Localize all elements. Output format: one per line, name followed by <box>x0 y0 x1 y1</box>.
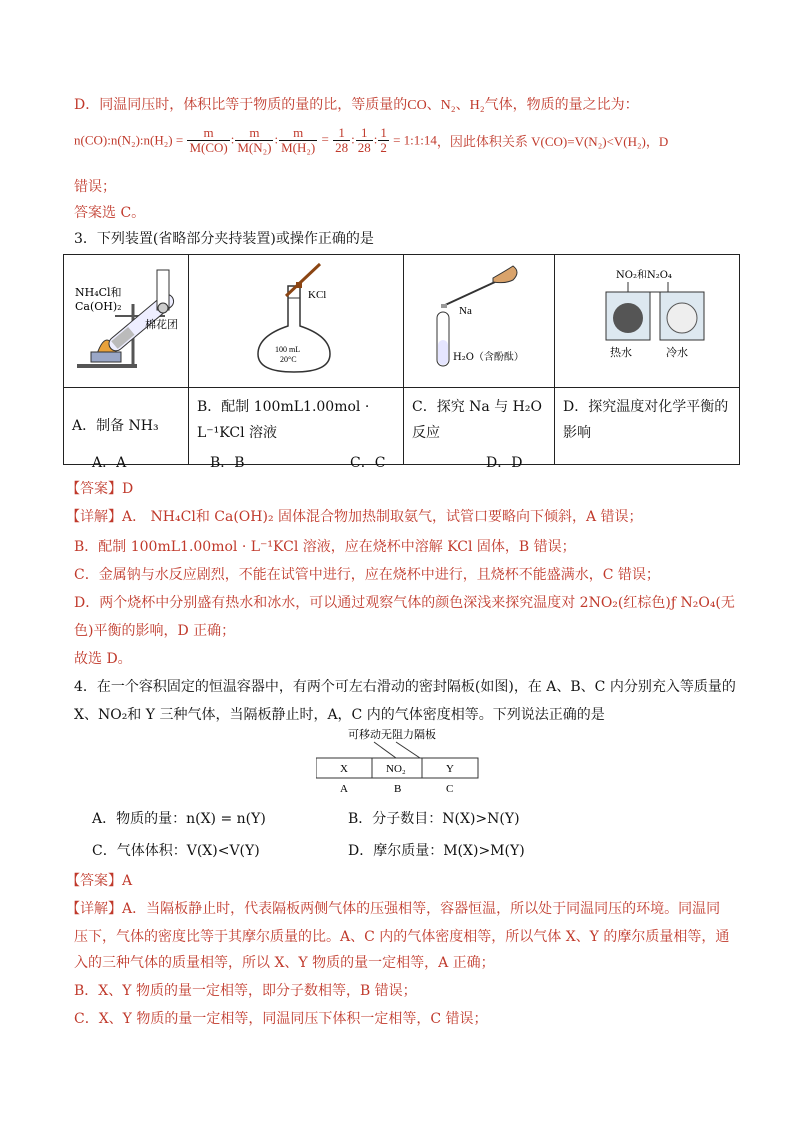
q2-ratio-1 <box>333 126 350 155</box>
q2-frac-h2 <box>279 126 317 155</box>
frac-den: 28 <box>357 140 371 155</box>
volumetric-flask-illustration <box>190 256 402 382</box>
q2-formula-lhs: n(CO):n(N₂):n(H₂) = <box>74 132 184 148</box>
q3-image-d-cell <box>555 255 740 388</box>
fig-x: X <box>340 763 348 775</box>
q2-frac-co <box>187 126 229 155</box>
q4-detail-a2: 压下，气体的密度比等于其摩尔质量的比。A、C 内的气体密度相等，所以气体 X、Y 的摩尔质量相等，通 <box>74 929 730 945</box>
label-water-phenolphthalein: H₂O（含酚酞） <box>453 352 524 363</box>
q3-detail-a <box>66 506 643 526</box>
q3-detail-c: C．金属钠与水反应剧烈，不能在试管中进行，应在烧杯中进行，且烧杯不能盛满水，C 错误； <box>74 567 660 583</box>
q2-d-gases: CO、N₂、H₂ <box>407 98 485 113</box>
q4-detail-a1 <box>66 898 720 918</box>
q3-option-c[interactable]: C．C <box>350 455 386 471</box>
frac-den: M(N₂) <box>237 140 272 155</box>
q3-image-a-cell <box>64 255 189 388</box>
frac-num: 1 <box>380 125 387 140</box>
answer-tag: 【答案】 <box>66 873 122 889</box>
q4-stem-line2: X、NO₂和 Y 三种气体，当隔板静止时，A，C 内的气体密度相等。下列说法正确的是 <box>74 707 605 723</box>
label-cotton: 棉花团 <box>145 318 178 331</box>
label-hot-water: 热水 <box>610 346 632 359</box>
q3-cell-a: A．制备 NH₃ <box>64 388 189 465</box>
equilibrium-beakers-illustration <box>556 256 738 382</box>
q3-option-b[interactable]: B．B <box>210 455 245 471</box>
frac-num: m <box>187 126 229 141</box>
label-kcl: KCl <box>308 289 327 301</box>
frac-num: m <box>235 126 273 141</box>
q2-ratio-2 <box>356 126 373 155</box>
q4-detail-a3: 入的三种气体的质量相等，所以 X、Y 物质的量一定相等，A 正确； <box>74 955 495 971</box>
q2-formula: n(CO):n(N₂):n(H₂) = $\frac{m}{M(CO)}$ : $\frac{m}{\text{M(N₂)}}$ : $\frac{m}{\text{M(H₂)}}$ = $\frac{1}{28}$ : $\frac{1}{28}$ : $\frac{1}{2}$ = 1:1:14，因此体积关系 V(CO)=V(N₂)<V(H₂)，D <box>74 125 669 155</box>
fig-title: 可移动无阻力隔板 <box>348 728 436 741</box>
frac-den: M(H₂) <box>281 140 316 155</box>
label-no2-n2o4: NO₂和N₂O₄ <box>616 270 672 281</box>
q2-ratio-result: = 1:1:14 <box>393 132 437 148</box>
sodium-test-tube-illustration <box>405 256 553 382</box>
answer-tag: 【答案】 <box>66 481 122 497</box>
q3-detail-d2: 色)平衡的影响，D 正确； <box>74 623 236 639</box>
q2-conclusion: ，因此体积关系 V(CO)=V(N₂)<V(H₂)，D <box>436 134 669 149</box>
q3-options-table <box>63 254 740 465</box>
answer-value: D <box>122 481 134 497</box>
q4-partition-figure <box>316 728 480 798</box>
partition-diagram <box>316 728 480 798</box>
q4-answer <box>66 870 132 890</box>
detail-a1-text: A．当隔板静止时，代表隔板两侧气体的压强相等，容器恒温，所以处于同温同压的环境。同温同 <box>122 901 721 917</box>
q3-detail-b: B．配制 100mL1.00mol · L⁻¹KCl 溶液，应在烧杯中溶解 KCl 固体，B 错误； <box>74 539 576 555</box>
q4-option-c[interactable]: C．气体体积：V(X)<V(Y) <box>92 843 260 859</box>
label-100ml: 100 mL <box>275 345 301 354</box>
q3-image-c-cell <box>404 255 555 388</box>
fig-b: B <box>394 783 402 795</box>
q3-option-d[interactable]: D．D <box>486 455 523 471</box>
q2-ratio-3 <box>378 126 389 155</box>
frac-num: m <box>279 126 317 141</box>
fig-y: Y <box>446 763 454 775</box>
detail-a-text: A． NH₄Cl和 Ca(OH)₂ 固体混合物加热制取氨气，试管口要略向下倾斜，A 错误； <box>122 509 643 525</box>
q3-stem: 3．下列装置(省略部分夹持装置)或操作正确的是 <box>74 231 374 247</box>
q3-pick: 故选 D。 <box>74 651 132 667</box>
q2-d-prefix: D．同温同压时，体积比等于物质的量的比，等质量的 <box>74 97 408 113</box>
label-20c: 20°C <box>280 355 297 364</box>
q3-answer <box>66 478 133 498</box>
q4-option-d[interactable]: D．摩尔质量：M(X)>M(Y) <box>348 843 525 859</box>
q3-cell-d: D．探究温度对化学平衡的影响 <box>555 388 740 465</box>
q3-option-a[interactable]: A．A <box>92 455 127 471</box>
ammonia-apparatus-illustration <box>65 256 187 382</box>
q2-option-d-text <box>74 94 639 114</box>
label-nh4cl: NH₄Cl和 <box>75 286 122 299</box>
fig-no2: NO₂ <box>386 763 406 775</box>
detail-tag: 【详解】 <box>66 901 122 917</box>
q2-answer: 答案选 C。 <box>74 205 146 221</box>
q4-detail-c: C．X、Y 物质的量一定相等，同温同压下体积一定相等，C 错误； <box>74 1011 488 1027</box>
frac-den: 28 <box>335 140 349 155</box>
q3-cell-b: B．配制 100mL1.00mol · L⁻¹KCl 溶液 <box>189 388 404 465</box>
fig-c: C <box>446 783 454 795</box>
fig-a: A <box>340 783 348 795</box>
q3-image-b-cell <box>189 255 404 388</box>
q2-d-suffix: 气体，物质的量之比为： <box>484 97 639 113</box>
q2-wrong: 错误； <box>74 179 116 195</box>
q4-detail-b: B．X、Y 物质的量一定相等，即分子数相等，B 错误； <box>74 983 417 999</box>
q3-cell-c: C．探究 Na 与 H₂O 反应 <box>404 388 555 465</box>
frac-num: 1 <box>356 126 373 141</box>
frac-num: 1 <box>333 126 350 141</box>
label-caoh2: Ca(OH)₂ <box>75 300 122 313</box>
q4-option-b[interactable]: B．分子数目：N(X)>N(Y) <box>348 811 520 827</box>
label-na: Na <box>459 305 472 317</box>
q2-frac-n2 <box>235 126 273 155</box>
q3-detail-d1: D．两个烧杯中分别盛有热水和冰水，可以通过观察气体的颜色深浅来探究温度对 2NO₂(红棕色)ƒ N₂O₄(无 <box>74 595 735 611</box>
answer-value: A <box>122 873 133 889</box>
q4-stem-line1: 4．在一个容积固定的恒温容器中，有两个可左右滑动的密封隔板(如图)，在 A、B、C 内分别充入等质量的 <box>74 679 736 695</box>
frac-den: M(CO) <box>189 140 228 155</box>
label-cold-water: 冷水 <box>666 346 688 359</box>
detail-tag: 【详解】 <box>66 509 122 525</box>
frac-den: 2 <box>380 140 387 155</box>
q4-option-a[interactable]: A．物质的量：n(X) = n(Y) <box>92 811 266 827</box>
